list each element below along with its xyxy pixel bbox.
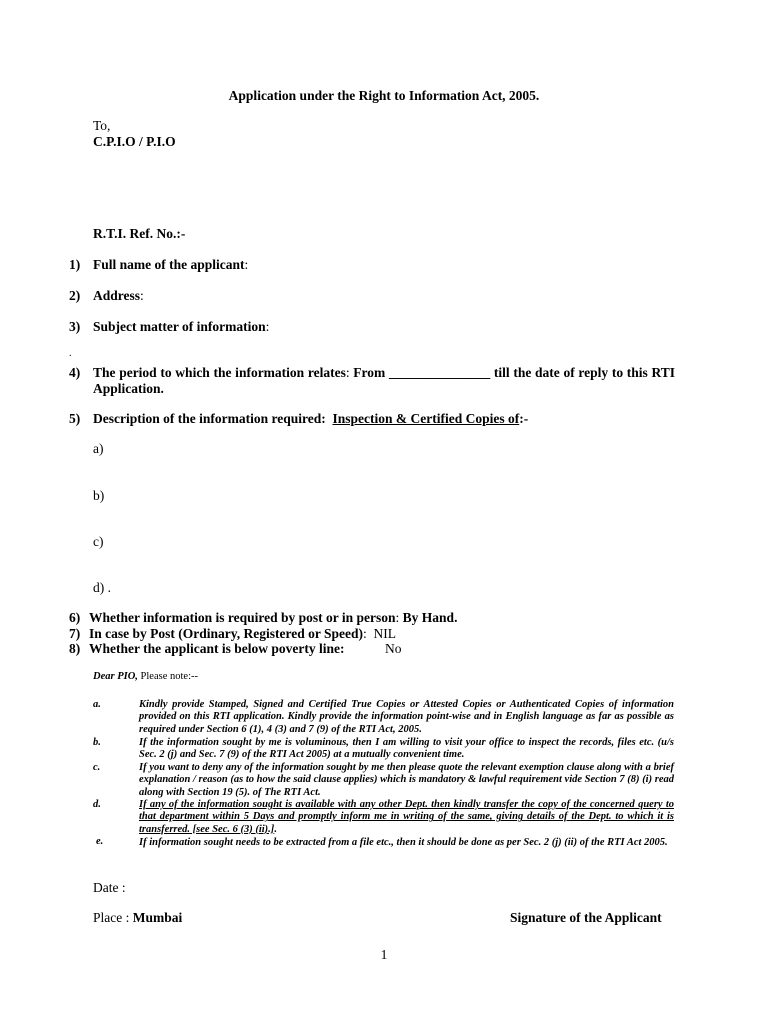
item-3 [69, 319, 269, 335]
item-separator: : [345, 365, 350, 380]
item-number: 4) [69, 365, 81, 380]
sub-item-a: a) [93, 441, 104, 456]
item-separator: : [244, 257, 249, 272]
item-label: The period to which the information relates [93, 365, 346, 380]
item-5 [69, 411, 528, 427]
note-intro: Please note:-- [137, 671, 198, 682]
item-5-underlined: Inspection & Certified Copies of [332, 411, 520, 426]
item-number: 1) [69, 257, 81, 272]
document-title: Application under the Right to Information Act, 2005. [228, 88, 540, 103]
item-8-value: No [385, 641, 402, 656]
note-a-text: Kindly provide Stamped, Signed and Certified True Copies or Attested Copies or Authenticated Copies of information provided on this RTI application. Kindly provide the information point-wise and in English language as far as possible as required under Section 6 (1), 4 (3) and 7 (9) of the RTI Act, 2005. [139, 699, 674, 735]
item-number: 8) [69, 641, 81, 656]
item-1 [69, 257, 248, 273]
place-value: Mumbai [132, 910, 183, 925]
note-b-text: If the information sought by me is voluminous, then I am willing to visit your office to inspect the records, files etc. (u/s Sec. 2 (j) and Sec. 7 (9) of the RTI Act 2005) at a mutually convenient time. [139, 737, 674, 761]
item-label: Whether information is required by post or in person [89, 610, 396, 625]
date-label: Date : [93, 880, 126, 895]
place-line [93, 910, 182, 926]
item-4-text [93, 365, 675, 396]
sub-item-b: b) [93, 488, 105, 503]
item-number: 5) [69, 411, 81, 426]
note-a-letter: a. [93, 699, 101, 710]
note-greeting: Dear PIO, [93, 671, 138, 682]
item-4-rest: From _______________ till the date of reply to this RTI Application. [93, 365, 675, 396]
rti-ref-label: R.T.I. Ref. No.:- [93, 226, 186, 241]
item-label: Subject matter of information [93, 319, 266, 334]
item-value: By Hand. [402, 610, 458, 625]
note-b-letter: b. [93, 737, 101, 748]
stray-dot: . [69, 348, 72, 359]
item-5-suffix: :- [519, 411, 529, 426]
sub-item-c: c) [93, 534, 104, 549]
item-8 [69, 641, 345, 657]
item-label: Description of the information required: [93, 411, 326, 426]
item-4 [69, 365, 675, 396]
item-number: 7) [69, 626, 81, 641]
item-7 [69, 626, 396, 642]
note-e-text: If information sought needs to be extracted from a file etc., then it should be done as per Sec. 2 (j) (ii) of the RTI Act 2005. [139, 837, 668, 848]
item-separator: : [363, 626, 367, 641]
item-number: 6) [69, 610, 81, 625]
item-label: In case by Post (Ordinary, Registered or Speed) [89, 626, 363, 641]
note-d-text: If any of the information sought is available with any other Dept. then kindly transfer the copy of the concerned query to that department within 5 Days and promptly inform me in writing of the same, giving details of the Dept. to which it is transferred. [see Sec. 6 (3) (ii).] [139, 799, 674, 835]
item-value: NIL [373, 626, 397, 641]
item-separator: : [265, 319, 270, 334]
to-label: To, [93, 118, 111, 133]
addressee: C.P.I.O / P.I.O [93, 134, 176, 149]
item-separator: : [395, 610, 400, 625]
note-d-block [139, 799, 674, 836]
sub-item-d: d) . [93, 580, 111, 595]
item-label: Address [93, 288, 141, 303]
item-label: Whether the applicant is below poverty line: [89, 641, 345, 656]
place-label: Place : [93, 910, 133, 925]
note-e-letter: e. [96, 836, 104, 847]
signature-label: Signature of the Applicant [510, 910, 662, 925]
note-greeting-line [93, 671, 198, 682]
item-number: 2) [69, 288, 81, 303]
item-separator: : [140, 288, 144, 303]
note-d-letter: d. [93, 799, 101, 810]
note-c-text: If you want to deny any of the information sought by me then please quote the relevant exemption clause along with a brief explanation / reason (as to how the said clause applies) which is mandatory & lawful requirement vide Section 7 (8) (i) read along with Section 19 (5). of The RTI Act. [139, 762, 674, 798]
note-d-trail: . [274, 823, 277, 835]
item-6 [69, 610, 457, 626]
item-label: Full name of the applicant [93, 257, 245, 272]
note-c-letter: c. [93, 762, 101, 773]
item-2 [69, 288, 144, 304]
page-number: 1 [380, 947, 388, 962]
item-number: 3) [69, 319, 81, 334]
